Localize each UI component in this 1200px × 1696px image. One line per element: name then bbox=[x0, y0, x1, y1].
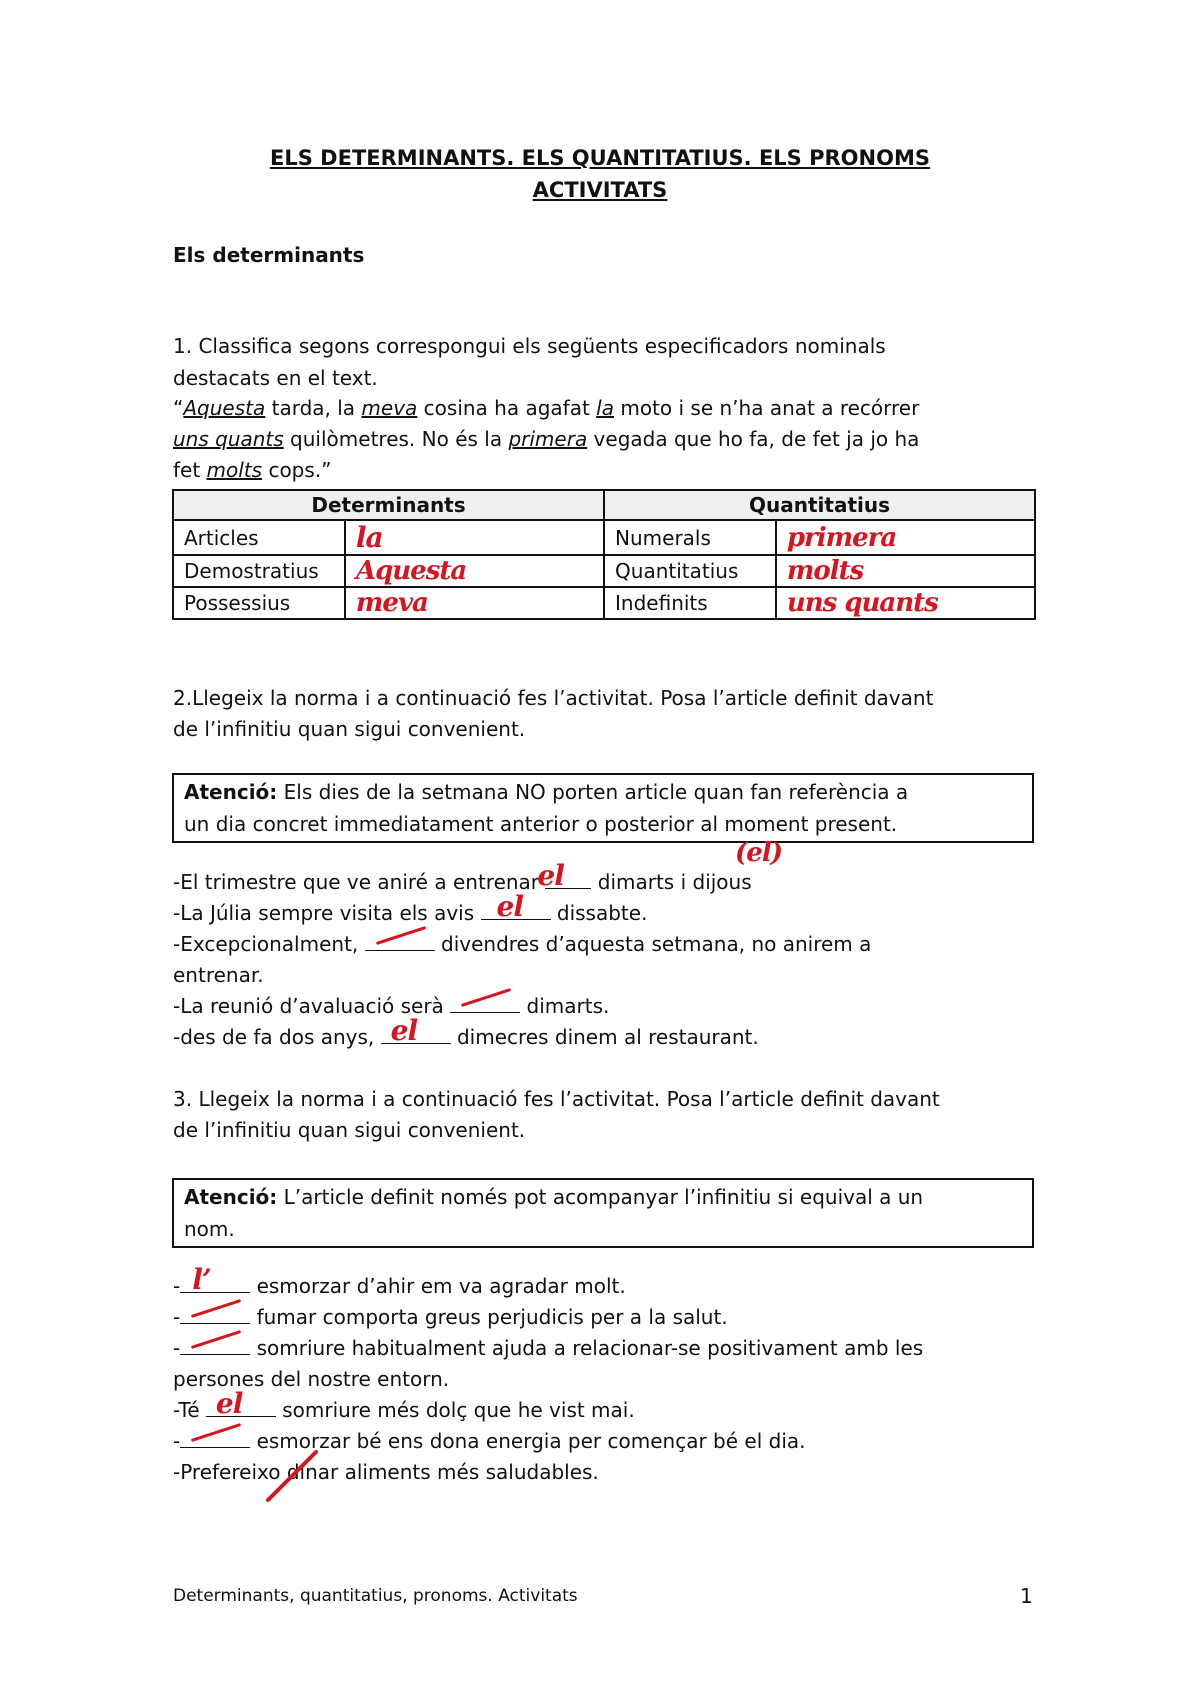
row-label: Quantitatius bbox=[604, 555, 776, 587]
row-label: Articles bbox=[173, 520, 345, 555]
strike-mark bbox=[262, 1448, 322, 1504]
blank-field bbox=[450, 994, 520, 1013]
page-number: 1 bbox=[1020, 1584, 1033, 1608]
ex3-instruction-1: 3. Llegeix la norma i a continuació fes l’activitat. Posa l’article definit davant bbox=[173, 1087, 940, 1111]
table-row bbox=[173, 587, 1035, 619]
ex2-sentence-1: -El trimestre que ve aniré a entrenar el dimarts i dijous bbox=[173, 859, 752, 894]
highlight-aquesta: Aquesta bbox=[183, 396, 266, 420]
handwritten-answer: meva bbox=[345, 587, 604, 619]
blank-field: el bbox=[206, 1398, 276, 1417]
ex3-sentence-5: - esmorzar bé ens dona energia per començar bé el dia. bbox=[173, 1429, 805, 1453]
ex3-instruction-2: de l’infinitiu quan sigui convenient. bbox=[173, 1118, 526, 1142]
handwritten-answer: Aquesta bbox=[345, 555, 604, 587]
highlight-meva: meva bbox=[361, 396, 418, 420]
page-footer: Determinants, quantitatius, pronoms. Activitats bbox=[173, 1586, 578, 1606]
page-title: ELS DETERMINANTS. ELS QUANTITATIUS. ELS PRONOMS bbox=[270, 146, 930, 170]
blank-field bbox=[180, 1336, 250, 1355]
ex3-sentence-3: - somriure habitualment ajuda a relacionar-se positivament amb les bbox=[173, 1336, 923, 1360]
blank-field bbox=[365, 932, 435, 951]
handwritten-answer: la bbox=[345, 520, 604, 555]
note-label: Atenció: bbox=[184, 1185, 278, 1209]
note-label: Atenció: bbox=[184, 780, 278, 804]
ex3-sentence-1: - l’ esmorzar d’ahir em va agradar molt. bbox=[173, 1263, 626, 1298]
ex3-sentence-4: -Té el somriure més dolç que he vist mai. bbox=[173, 1387, 635, 1422]
ex1-instruction-1: 1. Classifica segons correspongui els següents especificadors nominals bbox=[173, 334, 886, 358]
ex2-sentence-3: -Excepcionalment, divendres d’aquesta setmana, no anirem a bbox=[173, 932, 871, 956]
ex3-note-box: Atenció: L’article definit només pot acompanyar l’infinitiu si equival a un nom. bbox=[172, 1178, 1034, 1248]
ex3-sentence-6: -Prefereixo dinar aliments més saludables. bbox=[173, 1460, 599, 1484]
section-heading: Els determinants bbox=[173, 243, 365, 267]
ex3-sentence-3-cont: persones del nostre entorn. bbox=[173, 1367, 450, 1391]
ex3-sentence-2: - fumar comporta greus perjudicis per a la salut. bbox=[173, 1305, 728, 1329]
blank-field: el bbox=[381, 1025, 451, 1044]
highlight-molts: molts bbox=[206, 458, 263, 482]
row-label: Demostratius bbox=[173, 555, 345, 587]
ex2-sentence-3-cont: entrenar. bbox=[173, 963, 264, 987]
table-row bbox=[173, 555, 1035, 587]
blank-field: el bbox=[545, 870, 591, 889]
ex2-note-box: Atenció: Els dies de la setmana NO porten article quan fan referència a un dia concret immediatament anterior o posterior al moment present. bbox=[172, 773, 1034, 843]
ex1-text-line-1: “Aquesta tarda, la meva cosina ha agafat la moto i se n’ha anat a recórrer bbox=[173, 396, 920, 420]
ex2-instruction-1: 2.Llegeix la norma i a continuació fes l’activitat. Posa l’article definit davant bbox=[173, 686, 934, 710]
table-row bbox=[173, 520, 1035, 555]
table-header-determinants: Determinants bbox=[173, 490, 604, 520]
classification-table bbox=[172, 489, 1036, 620]
blank-field: el bbox=[481, 901, 551, 920]
blank-field bbox=[180, 1429, 250, 1448]
handwritten-answer: uns quants bbox=[776, 587, 1035, 619]
ex2-sentence-2: -La Júlia sempre visita els avis el dissabte. bbox=[173, 890, 648, 925]
handwritten-answer: primera bbox=[776, 520, 1035, 555]
highlight-la: la bbox=[596, 396, 614, 420]
handwritten-note: (el) bbox=[735, 838, 783, 868]
highlight-primera: primera bbox=[508, 427, 588, 451]
highlight-uns-quants: uns quants bbox=[173, 427, 284, 451]
ex1-instruction-2: destacats en el text. bbox=[173, 366, 378, 390]
blank-field bbox=[180, 1305, 250, 1324]
ex2-instruction-2: de l’infinitiu quan sigui convenient. bbox=[173, 717, 526, 741]
blank-field: l’ bbox=[180, 1274, 250, 1293]
row-label: Indefinits bbox=[604, 587, 776, 619]
row-label: Possessius bbox=[173, 587, 345, 619]
row-label: Numerals bbox=[604, 520, 776, 555]
ex1-text-line-3: fet molts cops.” bbox=[173, 458, 332, 482]
table-header-quantitatius: Quantitatius bbox=[604, 490, 1035, 520]
ex2-sentence-5: -des de fa dos anys, el dimecres dinem al restaurant. bbox=[173, 1014, 759, 1049]
ex2-sentence-4: -La reunió d’avaluació serà dimarts. bbox=[173, 994, 609, 1018]
ex1-text-line-2: uns quants quilòmetres. No és la primera vegada que ho fa, de fet ja jo ha bbox=[173, 427, 920, 451]
page-subtitle: ACTIVITATS bbox=[532, 178, 668, 202]
handwritten-answer: molts bbox=[776, 555, 1035, 587]
